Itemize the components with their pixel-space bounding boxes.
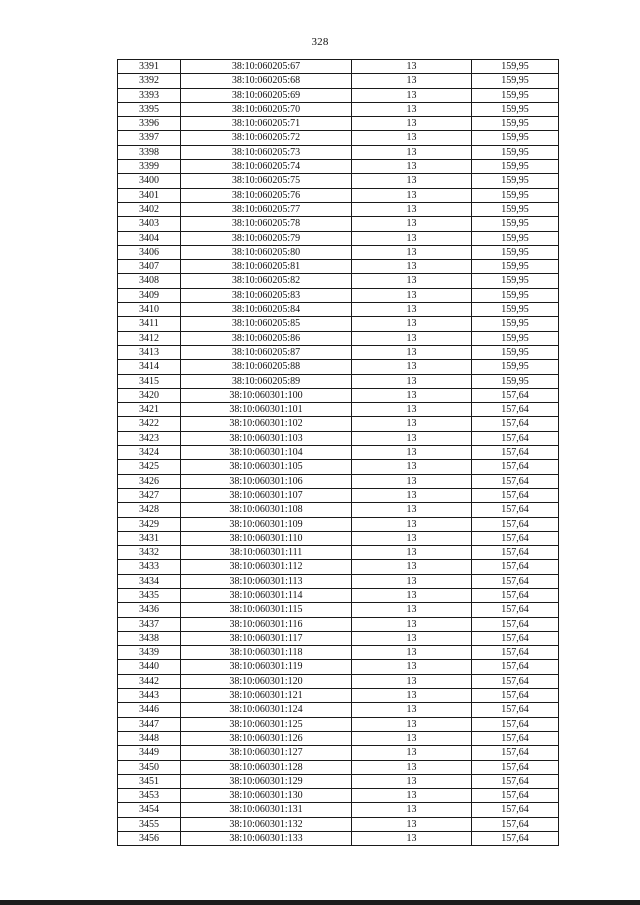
row-number-cell: 3392	[118, 74, 181, 88]
table-row	[118, 774, 559, 788]
count-cell: 13	[352, 760, 472, 774]
value-cell: 159,95	[472, 117, 559, 131]
count-cell: 13	[352, 703, 472, 717]
cadastral-number-cell: 38:10:060301:107	[181, 488, 352, 502]
row-number-cell: 3438	[118, 631, 181, 645]
value-cell: 159,95	[472, 260, 559, 274]
value-cell: 157,64	[472, 488, 559, 502]
table-row	[118, 288, 559, 302]
count-cell: 13	[352, 832, 472, 846]
row-number-cell: 3435	[118, 588, 181, 602]
cadastral-number-cell: 38:10:060301:108	[181, 503, 352, 517]
table-body	[118, 60, 559, 846]
table-row	[118, 460, 559, 474]
cadastral-number-cell: 38:10:060301:119	[181, 660, 352, 674]
count-cell: 13	[352, 131, 472, 145]
count-cell: 13	[352, 631, 472, 645]
count-cell: 13	[352, 160, 472, 174]
row-number-cell: 3427	[118, 488, 181, 502]
count-cell: 13	[352, 646, 472, 660]
count-cell: 13	[352, 803, 472, 817]
value-cell: 159,95	[472, 74, 559, 88]
cadastral-number-cell: 38:10:060301:104	[181, 446, 352, 460]
value-cell: 159,95	[472, 145, 559, 159]
value-cell: 159,95	[472, 174, 559, 188]
value-cell: 157,64	[472, 574, 559, 588]
cadastral-number-cell: 38:10:060205:74	[181, 160, 352, 174]
cadastral-number-cell: 38:10:060205:70	[181, 102, 352, 116]
cadastral-number-cell: 38:10:060301:124	[181, 703, 352, 717]
row-number-cell: 3455	[118, 817, 181, 831]
cadastral-number-cell: 38:10:060301:101	[181, 403, 352, 417]
count-cell: 13	[352, 188, 472, 202]
cadastral-number-cell: 38:10:060205:75	[181, 174, 352, 188]
row-number-cell: 3443	[118, 689, 181, 703]
row-number-cell: 3414	[118, 360, 181, 374]
row-number-cell: 3398	[118, 145, 181, 159]
table-row	[118, 717, 559, 731]
count-cell: 13	[352, 474, 472, 488]
row-number-cell: 3426	[118, 474, 181, 488]
value-cell: 157,64	[472, 517, 559, 531]
table-row	[118, 388, 559, 402]
value-cell: 157,64	[472, 646, 559, 660]
table-row	[118, 231, 559, 245]
value-cell: 157,64	[472, 431, 559, 445]
count-cell: 13	[352, 531, 472, 545]
value-cell: 159,95	[472, 217, 559, 231]
cadastral-number-cell: 38:10:060301:117	[181, 631, 352, 645]
row-number-cell: 3429	[118, 517, 181, 531]
table-row	[118, 789, 559, 803]
cadastral-number-cell: 38:10:060301:113	[181, 574, 352, 588]
value-cell: 159,95	[472, 274, 559, 288]
table-row	[118, 217, 559, 231]
cadastral-number-cell: 38:10:060301:105	[181, 460, 352, 474]
table-row	[118, 474, 559, 488]
value-cell: 157,64	[472, 717, 559, 731]
value-cell: 157,64	[472, 746, 559, 760]
row-number-cell: 3402	[118, 202, 181, 216]
cadastral-number-cell: 38:10:060205:77	[181, 202, 352, 216]
cadastral-number-cell: 38:10:060205:81	[181, 260, 352, 274]
table-row	[118, 317, 559, 331]
row-number-cell: 3437	[118, 617, 181, 631]
cadastral-number-cell: 38:10:060205:87	[181, 345, 352, 359]
row-number-cell: 3436	[118, 603, 181, 617]
table-row	[118, 88, 559, 102]
row-number-cell: 3423	[118, 431, 181, 445]
cadastral-number-cell: 38:10:060205:78	[181, 217, 352, 231]
cadastral-number-cell: 38:10:060301:114	[181, 588, 352, 602]
value-cell: 157,64	[472, 603, 559, 617]
table-row	[118, 617, 559, 631]
cadastral-number-cell: 38:10:060205:71	[181, 117, 352, 131]
row-number-cell: 3410	[118, 303, 181, 317]
count-cell: 13	[352, 360, 472, 374]
table-row	[118, 488, 559, 502]
row-number-cell: 3401	[118, 188, 181, 202]
cadastral-number-cell: 38:10:060205:67	[181, 60, 352, 74]
cadastral-number-cell: 38:10:060301:106	[181, 474, 352, 488]
row-number-cell: 3421	[118, 403, 181, 417]
cadastral-number-cell: 38:10:060301:116	[181, 617, 352, 631]
row-number-cell: 3453	[118, 789, 181, 803]
count-cell: 13	[352, 317, 472, 331]
cadastral-number-cell: 38:10:060205:68	[181, 74, 352, 88]
row-number-cell: 3434	[118, 574, 181, 588]
row-number-cell: 3446	[118, 703, 181, 717]
table-row	[118, 531, 559, 545]
count-cell: 13	[352, 517, 472, 531]
count-cell: 13	[352, 460, 472, 474]
cadastral-number-cell: 38:10:060301:103	[181, 431, 352, 445]
row-number-cell: 3407	[118, 260, 181, 274]
cadastral-number-cell: 38:10:060301:118	[181, 646, 352, 660]
table-row	[118, 260, 559, 274]
row-number-cell: 3454	[118, 803, 181, 817]
cadastral-number-cell: 38:10:060301:100	[181, 388, 352, 402]
cadastral-number-cell: 38:10:060301:120	[181, 674, 352, 688]
table-row	[118, 360, 559, 374]
cadastral-number-cell: 38:10:060301:102	[181, 417, 352, 431]
cadastral-number-cell: 38:10:060301:110	[181, 531, 352, 545]
count-cell: 13	[352, 446, 472, 460]
cadastral-number-cell: 38:10:060205:83	[181, 288, 352, 302]
table-row	[118, 131, 559, 145]
cadastral-number-cell: 38:10:060301:112	[181, 560, 352, 574]
row-number-cell: 3393	[118, 88, 181, 102]
count-cell: 13	[352, 774, 472, 788]
value-cell: 157,64	[472, 660, 559, 674]
value-cell: 157,64	[472, 631, 559, 645]
row-number-cell: 3451	[118, 774, 181, 788]
cadastral-number-cell: 38:10:060205:73	[181, 145, 352, 159]
cadastral-number-cell: 38:10:060301:111	[181, 546, 352, 560]
row-number-cell: 3424	[118, 446, 181, 460]
count-cell: 13	[352, 731, 472, 745]
row-number-cell: 3449	[118, 746, 181, 760]
value-cell: 159,95	[472, 245, 559, 259]
value-cell: 157,64	[472, 460, 559, 474]
count-cell: 13	[352, 617, 472, 631]
count-cell: 13	[352, 417, 472, 431]
table-row	[118, 274, 559, 288]
count-cell: 13	[352, 231, 472, 245]
table-row	[118, 760, 559, 774]
cadastral-number-cell: 38:10:060205:69	[181, 88, 352, 102]
value-cell: 157,64	[472, 674, 559, 688]
value-cell: 157,64	[472, 803, 559, 817]
value-cell: 159,95	[472, 288, 559, 302]
table-row	[118, 546, 559, 560]
cadastral-number-cell: 38:10:060301:126	[181, 731, 352, 745]
cadastral-number-cell: 38:10:060205:85	[181, 317, 352, 331]
value-cell: 159,95	[472, 60, 559, 74]
value-cell: 157,64	[472, 617, 559, 631]
value-cell: 157,64	[472, 832, 559, 846]
cadastral-number-cell: 38:10:060301:127	[181, 746, 352, 760]
value-cell: 159,95	[472, 303, 559, 317]
value-cell: 159,95	[472, 231, 559, 245]
row-number-cell: 3413	[118, 345, 181, 359]
table-row	[118, 731, 559, 745]
row-number-cell: 3395	[118, 102, 181, 116]
value-cell: 157,64	[472, 689, 559, 703]
table-row	[118, 703, 559, 717]
cadastral-number-cell: 38:10:060301:133	[181, 832, 352, 846]
value-cell: 157,64	[472, 588, 559, 602]
value-cell: 159,95	[472, 202, 559, 216]
row-number-cell: 3448	[118, 731, 181, 745]
row-number-cell: 3408	[118, 274, 181, 288]
table-row	[118, 803, 559, 817]
table-row	[118, 446, 559, 460]
row-number-cell: 3431	[118, 531, 181, 545]
count-cell: 13	[352, 789, 472, 803]
count-cell: 13	[352, 717, 472, 731]
table-row	[118, 374, 559, 388]
cadastral-number-cell: 38:10:060205:72	[181, 131, 352, 145]
table-row	[118, 188, 559, 202]
cadastral-number-cell: 38:10:060301:129	[181, 774, 352, 788]
row-number-cell: 3396	[118, 117, 181, 131]
count-cell: 13	[352, 689, 472, 703]
count-cell: 13	[352, 260, 472, 274]
row-number-cell: 3400	[118, 174, 181, 188]
value-cell: 157,64	[472, 503, 559, 517]
row-number-cell: 3447	[118, 717, 181, 731]
row-number-cell: 3422	[118, 417, 181, 431]
scan-bottom-edge	[0, 900, 640, 905]
table-row	[118, 832, 559, 846]
row-number-cell: 3425	[118, 460, 181, 474]
count-cell: 13	[352, 674, 472, 688]
table-row	[118, 117, 559, 131]
value-cell: 157,64	[472, 731, 559, 745]
row-number-cell: 3411	[118, 317, 181, 331]
count-cell: 13	[352, 245, 472, 259]
count-cell: 13	[352, 546, 472, 560]
table-row	[118, 689, 559, 703]
count-cell: 13	[352, 117, 472, 131]
count-cell: 13	[352, 288, 472, 302]
value-cell: 157,64	[472, 560, 559, 574]
row-number-cell: 3432	[118, 546, 181, 560]
value-cell: 159,95	[472, 88, 559, 102]
cadastral-number-cell: 38:10:060301:128	[181, 760, 352, 774]
count-cell: 13	[352, 503, 472, 517]
value-cell: 157,64	[472, 760, 559, 774]
cadastral-number-cell: 38:10:060205:89	[181, 374, 352, 388]
count-cell: 13	[352, 303, 472, 317]
count-cell: 13	[352, 588, 472, 602]
table-row	[118, 560, 559, 574]
row-number-cell: 3391	[118, 60, 181, 74]
value-cell: 159,95	[472, 102, 559, 116]
cadastral-number-cell: 38:10:060301:121	[181, 689, 352, 703]
cadastral-number-cell: 38:10:060301:109	[181, 517, 352, 531]
cadastral-number-cell: 38:10:060301:130	[181, 789, 352, 803]
value-cell: 159,95	[472, 374, 559, 388]
table-row	[118, 631, 559, 645]
cadastral-number-cell: 38:10:060205:76	[181, 188, 352, 202]
table-row	[118, 574, 559, 588]
table-row	[118, 517, 559, 531]
cadastral-number-cell: 38:10:060301:115	[181, 603, 352, 617]
cadastral-number-cell: 38:10:060205:80	[181, 245, 352, 259]
cadastral-number-cell: 38:10:060301:125	[181, 717, 352, 731]
row-number-cell: 3397	[118, 131, 181, 145]
table-row	[118, 202, 559, 216]
value-cell: 159,95	[472, 131, 559, 145]
count-cell: 13	[352, 145, 472, 159]
row-number-cell: 3420	[118, 388, 181, 402]
count-cell: 13	[352, 374, 472, 388]
count-cell: 13	[352, 202, 472, 216]
value-cell: 157,64	[472, 388, 559, 402]
row-number-cell: 3403	[118, 217, 181, 231]
row-number-cell: 3442	[118, 674, 181, 688]
row-number-cell: 3428	[118, 503, 181, 517]
cadastral-number-cell: 38:10:060205:86	[181, 331, 352, 345]
count-cell: 13	[352, 560, 472, 574]
table-row	[118, 331, 559, 345]
count-cell: 13	[352, 488, 472, 502]
table-row	[118, 660, 559, 674]
count-cell: 13	[352, 74, 472, 88]
registry-table	[117, 59, 559, 846]
table-row	[118, 817, 559, 831]
cadastral-number-cell: 38:10:060205:79	[181, 231, 352, 245]
count-cell: 13	[352, 431, 472, 445]
row-number-cell: 3456	[118, 832, 181, 846]
row-number-cell: 3399	[118, 160, 181, 174]
table-row	[118, 245, 559, 259]
table-row	[118, 674, 559, 688]
count-cell: 13	[352, 274, 472, 288]
value-cell: 157,64	[472, 546, 559, 560]
value-cell: 157,64	[472, 403, 559, 417]
cadastral-number-cell: 38:10:060205:82	[181, 274, 352, 288]
table-row	[118, 417, 559, 431]
table-row	[118, 160, 559, 174]
value-cell: 159,95	[472, 360, 559, 374]
value-cell: 157,64	[472, 531, 559, 545]
count-cell: 13	[352, 60, 472, 74]
value-cell: 157,64	[472, 446, 559, 460]
row-number-cell: 3440	[118, 660, 181, 674]
count-cell: 13	[352, 388, 472, 402]
row-number-cell: 3415	[118, 374, 181, 388]
count-cell: 13	[352, 746, 472, 760]
value-cell: 157,64	[472, 474, 559, 488]
table-row	[118, 746, 559, 760]
row-number-cell: 3404	[118, 231, 181, 245]
row-number-cell: 3439	[118, 646, 181, 660]
value-cell: 159,95	[472, 331, 559, 345]
table-row	[118, 174, 559, 188]
cadastral-number-cell: 38:10:060301:132	[181, 817, 352, 831]
count-cell: 13	[352, 102, 472, 116]
count-cell: 13	[352, 331, 472, 345]
count-cell: 13	[352, 403, 472, 417]
count-cell: 13	[352, 345, 472, 359]
value-cell: 159,95	[472, 188, 559, 202]
row-number-cell: 3406	[118, 245, 181, 259]
count-cell: 13	[352, 660, 472, 674]
table-row	[118, 74, 559, 88]
row-number-cell: 3450	[118, 760, 181, 774]
value-cell: 159,95	[472, 160, 559, 174]
table-row	[118, 60, 559, 74]
page-number: 328	[311, 36, 329, 48]
value-cell: 159,95	[472, 317, 559, 331]
value-cell: 157,64	[472, 703, 559, 717]
count-cell: 13	[352, 88, 472, 102]
table-row	[118, 603, 559, 617]
table-row	[118, 588, 559, 602]
count-cell: 13	[352, 174, 472, 188]
value-cell: 159,95	[472, 345, 559, 359]
cadastral-number-cell: 38:10:060205:84	[181, 303, 352, 317]
value-cell: 157,64	[472, 789, 559, 803]
table-row	[118, 345, 559, 359]
value-cell: 157,64	[472, 817, 559, 831]
count-cell: 13	[352, 574, 472, 588]
count-cell: 13	[352, 603, 472, 617]
row-number-cell: 3409	[118, 288, 181, 302]
row-number-cell: 3412	[118, 331, 181, 345]
row-number-cell: 3433	[118, 560, 181, 574]
table-row	[118, 503, 559, 517]
table-row	[118, 303, 559, 317]
count-cell: 13	[352, 817, 472, 831]
table-row	[118, 646, 559, 660]
count-cell: 13	[352, 217, 472, 231]
table-row	[118, 145, 559, 159]
value-cell: 157,64	[472, 417, 559, 431]
table-row	[118, 403, 559, 417]
value-cell: 157,64	[472, 774, 559, 788]
cadastral-number-cell: 38:10:060205:88	[181, 360, 352, 374]
table-row	[118, 431, 559, 445]
cadastral-number-cell: 38:10:060301:131	[181, 803, 352, 817]
table-row	[118, 102, 559, 116]
